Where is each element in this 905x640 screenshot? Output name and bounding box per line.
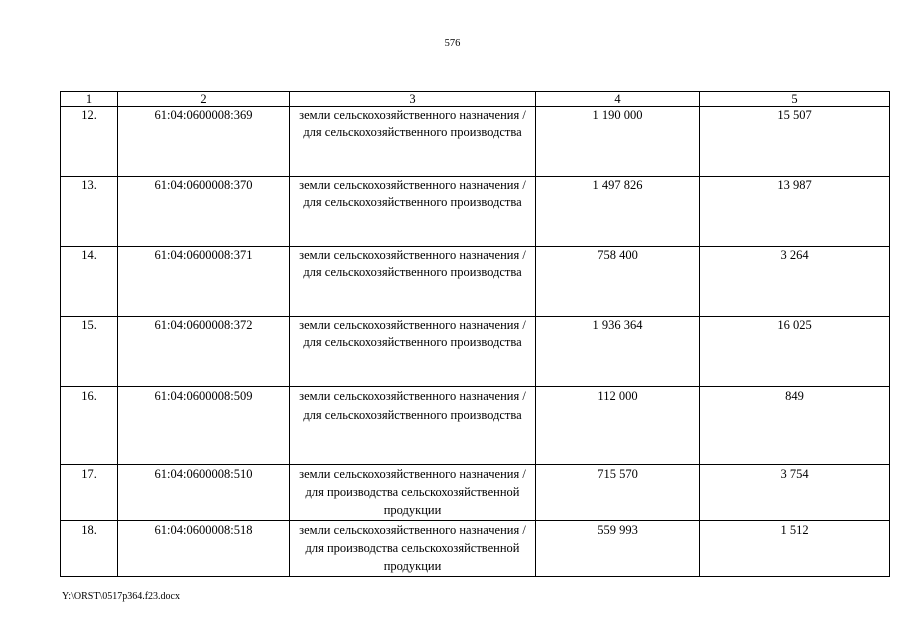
cadastral-number: 61:04:0600008:510 [118, 465, 290, 521]
plot-value: 3 264 [700, 247, 890, 317]
plot-area: 1 936 364 [536, 317, 700, 387]
table-row [61, 387, 890, 465]
plot-area: 715 570 [536, 465, 700, 521]
plot-value: 15 507 [700, 107, 890, 177]
plot-value: 16 025 [700, 317, 890, 387]
table-row [61, 317, 890, 387]
table-row [61, 521, 890, 577]
column-header: 4 [536, 92, 700, 107]
table-row [61, 177, 890, 247]
plot-area: 559 993 [536, 521, 700, 577]
plot-area: 1 497 826 [536, 177, 700, 247]
cadastral-number: 61:04:0600008:369 [118, 107, 290, 177]
row-number: 14. [61, 247, 118, 317]
land-category: земли сельскохозяйственного назначения / для сельскохозяйственного производства [290, 387, 536, 465]
table-row [61, 465, 890, 521]
row-number: 13. [61, 177, 118, 247]
cadastral-number: 61:04:0600008:371 [118, 247, 290, 317]
cadastral-number: 61:04:0600008:372 [118, 317, 290, 387]
land-category: земли сельскохозяйственного назначения / для сельскохозяйственного производства [290, 177, 536, 247]
cadastral-number: 61:04:0600008:509 [118, 387, 290, 465]
plot-value: 13 987 [700, 177, 890, 247]
plot-value: 1 512 [700, 521, 890, 577]
footer-file-path: Y:\ORST\0517p364.f23.docx [62, 591, 180, 602]
land-plots-table [60, 91, 890, 577]
table-row [61, 107, 890, 177]
land-category: земли сельскохозяйственного назначения / для сельскохозяйственного производства [290, 107, 536, 177]
row-number: 16. [61, 387, 118, 465]
column-header: 2 [118, 92, 290, 107]
plot-area: 112 000 [536, 387, 700, 465]
land-category: земли сельскохозяйственного назначения / для производства сельскохозяйственной продукции [290, 465, 536, 521]
row-number: 18. [61, 521, 118, 577]
land-category: земли сельскохозяйственного назначения / для сельскохозяйственного производства [290, 317, 536, 387]
plot-area: 758 400 [536, 247, 700, 317]
table-row [61, 247, 890, 317]
page-number: 576 [444, 38, 461, 49]
land-category: земли сельскохозяйственного назначения / для сельскохозяйственного производства [290, 247, 536, 317]
row-number: 17. [61, 465, 118, 521]
table-header-row [61, 92, 890, 107]
land-category: земли сельскохозяйственного назначения / для производства сельскохозяйственной продукции [290, 521, 536, 577]
column-header: 3 [290, 92, 536, 107]
row-number: 12. [61, 107, 118, 177]
row-number: 15. [61, 317, 118, 387]
plot-value: 849 [700, 387, 890, 465]
cadastral-number: 61:04:0600008:370 [118, 177, 290, 247]
column-header: 1 [61, 92, 118, 107]
column-header: 5 [700, 92, 890, 107]
plot-area: 1 190 000 [536, 107, 700, 177]
cadastral-number: 61:04:0600008:518 [118, 521, 290, 577]
plot-value: 3 754 [700, 465, 890, 521]
